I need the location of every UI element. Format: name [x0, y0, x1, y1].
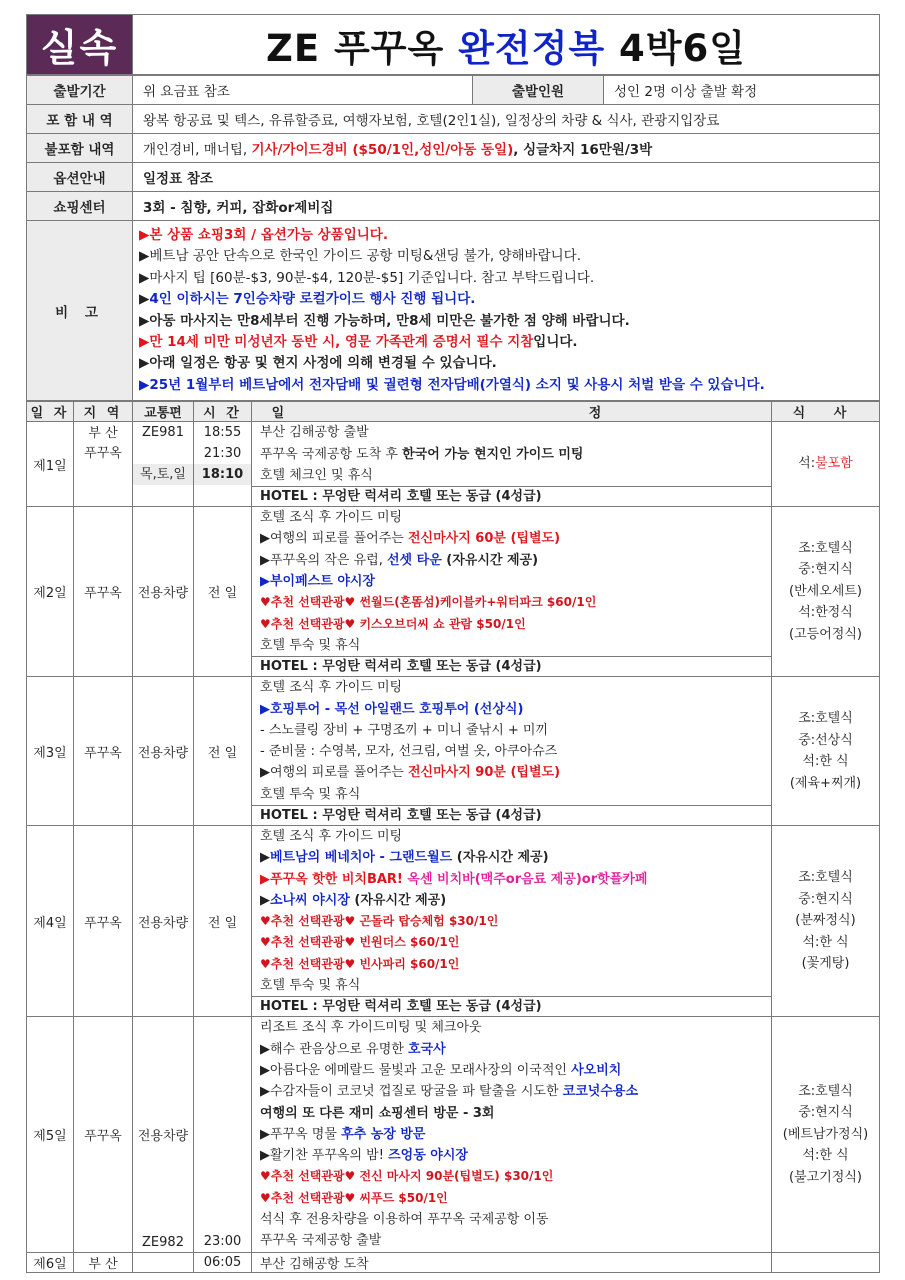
note-5: ▶아동 마사지는 만8세부터 진행 가능하며, 만8세 미만은 불가한 점 양해 바랍니다. — [139, 312, 630, 329]
col-day: 일 자 — [27, 402, 74, 422]
period-value: 위 요금표 참조 — [133, 76, 473, 105]
exclude-part-b: 기사/가이드경비 ($50/1인,성인/아동 동일) — [251, 142, 514, 158]
title-part2: 완전정복 — [458, 26, 606, 70]
note-7: ▶아래 일정은 항공 및 현지 사정에 의해 변경될 수 있습니다. — [139, 355, 497, 372]
day-itinerary: 호텔 조식 후 가이드 미팅 ▶베트남의 베네치아 - 그랜드월드 (자유시간 제공) ▶푸꾸옥 핫한 비치BAR! 옥센 비치바(맥주or음료 제공)or핫플카페 ▶소나씨 야시장 (자유시간 제공) ♥추천 선택관광♥ 곤돌라 탑승체험 $30/1인 ♥추천 선택관광♥ 빈원더스 $60/1인 ♥추천 선택관광♥ 빈사파리 $60/1인 호텔 투숙 및 휴식 HOTEL : 무엉탄 럭셔리 호텔 또는 동급 (4성급) — [252, 826, 772, 1017]
day-itinerary: 호텔 조식 후 가이드 미팅 ▶여행의 피로를 풀어주는 전신마사지 60분 (팁별도) ▶푸꾸옥의 작은 유럽, 선셋 타운 (자유시간 제공) ▶부이페스트 야시장 ♥추천 선택관광♥ 썬월드(혼똠섬)케이블카+워터파크 $60/1인 ♥추천 선택관광♥ 키스오브더씨 쇼 관람 $50/1인 호텔 투숙 및 휴식 HOTEL : 무엉탄 럭셔리 호텔 또는 동급 (4성급) — [252, 507, 772, 677]
day-place: 푸꾸옥 — [74, 677, 133, 826]
product-badge: 실속 — [27, 15, 133, 75]
day-place: 부 산 푸꾸옥 — [74, 422, 133, 507]
day-time: 전 일 — [194, 826, 252, 1017]
day-transport: 전용차량 — [133, 507, 194, 677]
hotel-line: HOTEL : 무엉탄 럭셔리 호텔 또는 동급 (4성급) — [252, 486, 771, 506]
info-table — [26, 75, 880, 401]
day-place: 푸꾸옥 — [74, 507, 133, 677]
day-itinerary: 부산 김해공항 도착 — [252, 1252, 772, 1272]
notes-list — [133, 221, 880, 401]
day-transport — [133, 1252, 194, 1272]
day-label: 제1일 — [27, 422, 74, 507]
day-row — [27, 422, 880, 507]
day-place: 푸꾸옥 — [74, 1017, 133, 1252]
option-value: 일정표 참조 — [133, 163, 880, 192]
day-label: 제2일 — [27, 507, 74, 677]
day-label: 제5일 — [27, 1017, 74, 1252]
exclude-part-a: 개인경비, 매너팁, — [143, 142, 252, 158]
day-label: 제3일 — [27, 677, 74, 826]
day-place: 부 산 — [74, 1252, 133, 1272]
day-itinerary: 부산 김해공항 출발 푸꾸옥 국제공항 도착 후 한국어 가능 현지인 가이드 미팅 호텔 체크인 및 휴식 HOTEL : 무엉탄 럭셔리 호텔 또는 동급 (4성급) — [252, 422, 772, 507]
exclude-value — [133, 134, 880, 163]
header-table — [26, 14, 880, 75]
notes-label: 비 고 — [27, 221, 133, 401]
col-place: 지 역 — [74, 402, 133, 422]
hotel-line: HOTEL : 무엉탄 럭셔리 호텔 또는 동급 (4성급) — [252, 805, 771, 825]
shopping-value: 3회 - 침향, 커피, 잡화or제비집 — [133, 192, 880, 221]
day-row — [27, 826, 880, 1017]
note-8: ▶25년 1월부터 베트남에서 전자담배 및 궐련형 전자담배(가열식) 소지 및 사용시 처벌 받을 수 있습니다. — [139, 376, 765, 393]
note-4: ▶4인 이하시는 7인승차량 로컬가이드 행사 진행 됩니다. — [139, 291, 476, 308]
day-meal: 조:호텔식 중:선상식 석:한 식 (제육+찌개) — [772, 677, 880, 826]
col-transport: 교통편 — [133, 402, 194, 422]
title-part1: ZE 푸꾸옥 — [266, 26, 445, 70]
note-2: ▶베트남 공안 단속으로 한국인 가이드 공항 미팅&샌딩 불가, 양해바랍니다. — [139, 248, 582, 265]
day-transport: ZE981 목,토,일 — [133, 422, 194, 507]
day-itinerary: 리조트 조식 후 가이드미팅 및 체크아웃 ▶해수 관음상으로 유명한 호국사 ▶아름다운 에메랄드 물빛과 고운 모래사장의 이국적인 사오비치 ▶수감자들이 코코넛 껍질로 땅굴을 파 탈출을 시도한 코코넛수용소 여행의 또 다른 재미 쇼핑센터 방문 - 3회 ▶푸꾸옥 명물 후추 농장 방문 ▶활기찬 푸꾸옥의 밤! 즈엉동 야시장 ♥추천 선택관광♥ 전신 마사지 90분(팁별도) $30/1인 ♥추천 선택관광♥ 씨푸드 $50/1인 석식 후 전용차량을 이용하여 푸꾸옥 국제공항 이동 푸꾸옥 국제공항 출발 — [252, 1017, 772, 1252]
day-meal: 조:호텔식 중:현지식 (분짜정식) 석:한 식 (꽃게탕) — [772, 826, 880, 1017]
include-value: 왕복 항공료 및 텍스, 유류할증료, 여행자보험, 호텔(2인1실), 일정상의 차량 & 식사, 관광지입장료 — [133, 105, 880, 134]
day-meal — [772, 1252, 880, 1272]
note-1: ▶본 상품 쇼핑3회 / 옵션가능 상품입니다. — [139, 227, 388, 243]
period-label: 출발기간 — [27, 76, 133, 105]
day-time: 전 일 — [194, 507, 252, 677]
exclude-label: 불포함 내역 — [27, 134, 133, 163]
day-label: 제6일 — [27, 1252, 74, 1272]
day-meal: 석:불포함 — [772, 422, 880, 507]
exclude-part-c: , 싱글차지 16만원/3박 — [513, 142, 653, 158]
day-row — [27, 1017, 880, 1252]
col-time: 시 간 — [194, 402, 252, 422]
day-row — [27, 507, 880, 677]
day-row — [27, 677, 880, 826]
col-itinerary: 일 정 — [252, 402, 772, 422]
col-meal: 식 사 — [772, 402, 880, 422]
pax-label: 출발인원 — [473, 76, 604, 105]
day-transport: 전용차량 — [133, 677, 194, 826]
option-label: 옵션안내 — [27, 163, 133, 192]
hotel-line: HOTEL : 무엉탄 럭셔리 호텔 또는 동급 (4성급) — [252, 996, 771, 1016]
day-time: 18:55 21:30 18:10 — [194, 422, 252, 507]
day-meal: 조:호텔식 중:현지식 (반세오세트) 석:한정식 (고등어정식) — [772, 507, 880, 677]
day-label: 제4일 — [27, 826, 74, 1017]
hotel-line: HOTEL : 무엉탄 럭셔리 호텔 또는 동급 (4성급) — [252, 656, 771, 676]
schedule-table — [26, 401, 880, 1272]
shopping-label: 쇼핑센터 — [27, 192, 133, 221]
pax-value: 성인 2명 이상 출발 확정 — [604, 76, 880, 105]
note-6: ▶만 14세 미만 미성년자 동반 시, 영문 가족관계 증명서 필수 지참입니다. — [139, 334, 578, 351]
day-time: 06:05 — [194, 1252, 252, 1272]
day-time: 23:00 — [194, 1017, 252, 1252]
include-label: 포 함 내 역 — [27, 105, 133, 134]
itinerary-document — [26, 14, 880, 1273]
title-part3: 4박6일 — [618, 26, 746, 70]
day-time: 전 일 — [194, 677, 252, 826]
day-row — [27, 1252, 880, 1272]
day-meal: 조:호텔식 중:현지식 (베트남가정식) 석:한 식 (불고기정식) — [772, 1017, 880, 1252]
day-transport: 전용차량 — [133, 826, 194, 1017]
day-place: 푸꾸옥 — [74, 826, 133, 1017]
page-title — [133, 15, 880, 75]
day-itinerary: 호텔 조식 후 가이드 미팅 ▶호핑투어 - 목선 아일랜드 호핑투어 (선상식) - 스노클링 장비 + 구명조끼 + 미니 줄낚시 + 미끼 - 준비물 : 수영복, 모자, 선크림, 여벌 옷, 아쿠아슈즈 ▶여행의 피로를 풀어주는 전신마사지 90분 (팁별도) 호텔 투숙 및 휴식 HOTEL : 무엉탄 럭셔리 호텔 또는 동급 (4성급) — [252, 677, 772, 826]
day-transport: 전용차량 ZE982 — [133, 1017, 194, 1252]
note-3: ▶마사지 팁 [60분-$3, 90분-$4, 120분-$5] 기준입니다. 참고 부탁드립니다. — [139, 269, 595, 286]
